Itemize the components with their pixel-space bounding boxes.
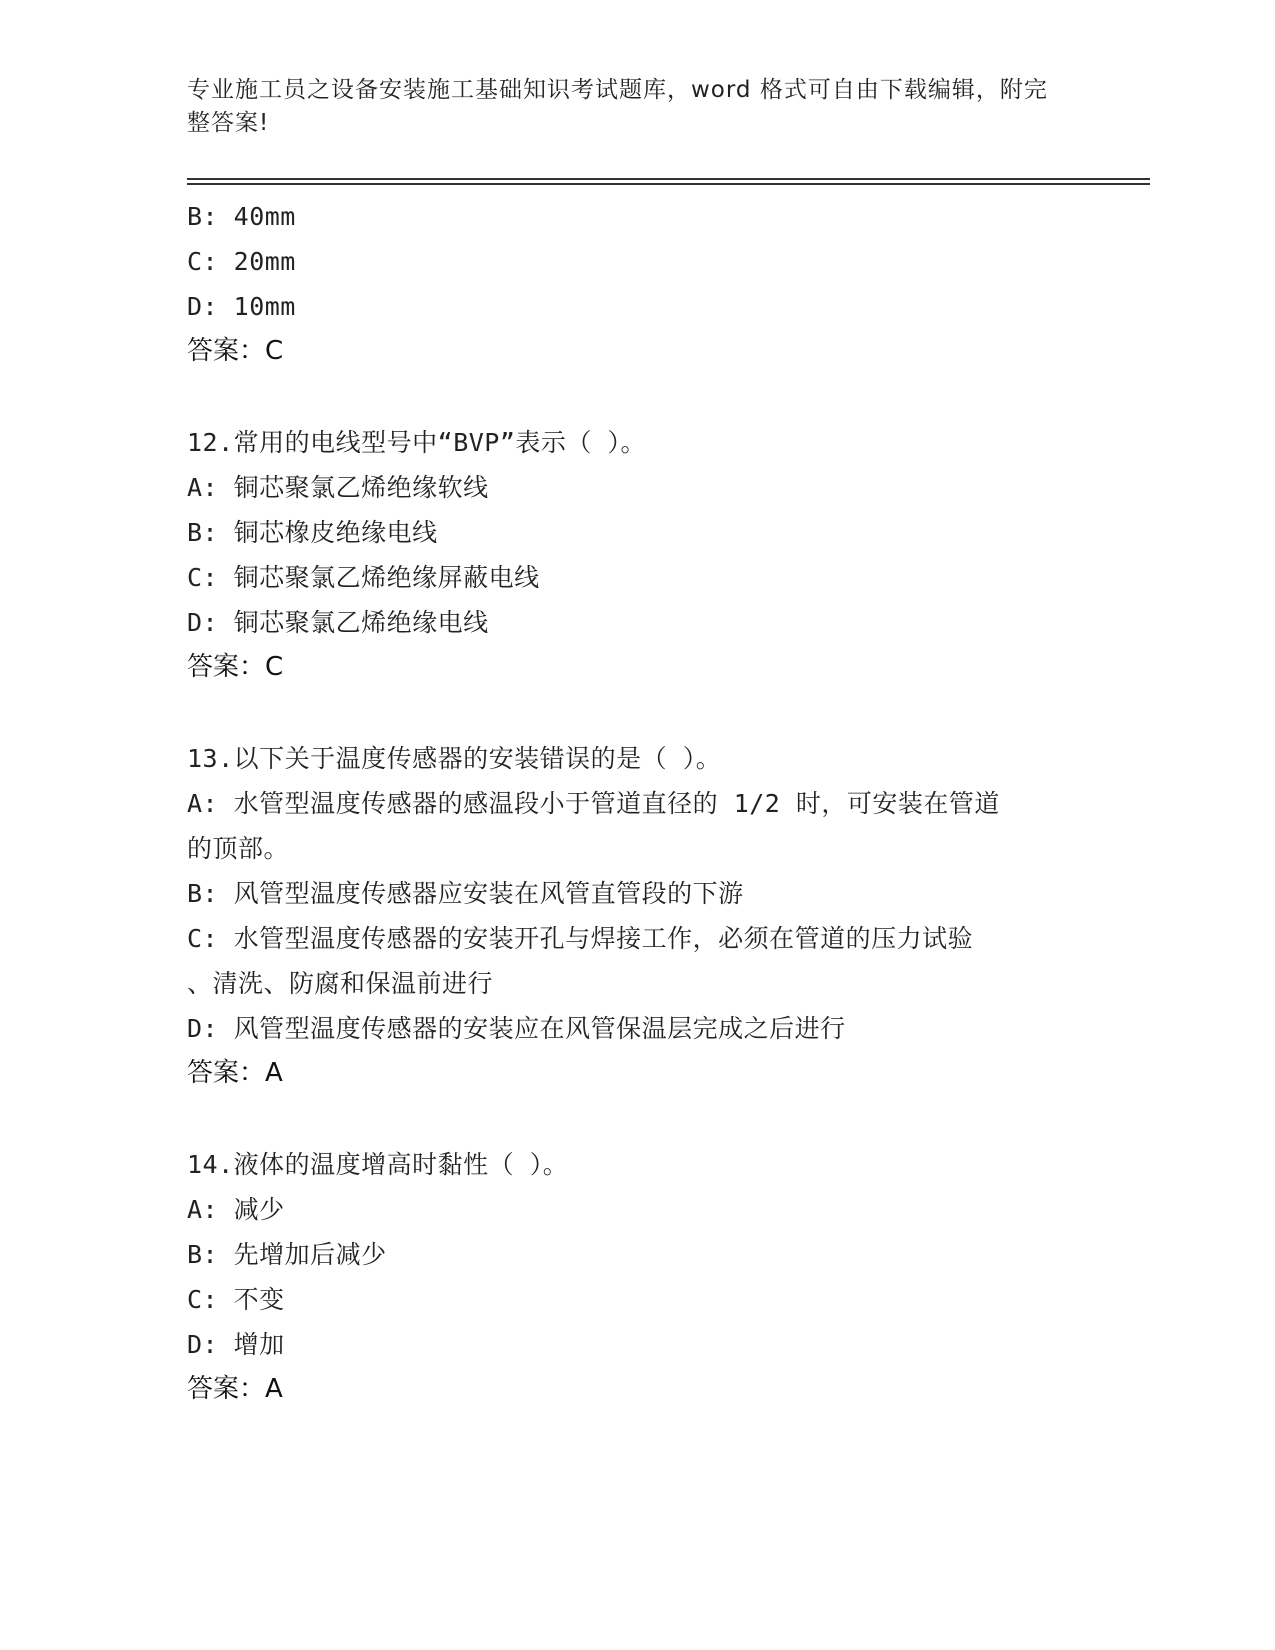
option-a-continued: 的顶部。 [187, 834, 290, 863]
option-c-continued: 、清洗、防腐和保温前进行 [187, 969, 494, 998]
option-b: B: 40mm [187, 202, 296, 231]
option-c: C: 铜芯聚氯乙烯绝缘屏蔽电线 [187, 563, 540, 592]
header-divider-top [187, 178, 1150, 180]
option-a: A: 水管型温度传感器的感温段小于管道直径的 1/2 时，可安装在管道 [187, 789, 1000, 818]
answer: 答案：C [187, 652, 284, 682]
document-header [187, 74, 1067, 140]
option-d: D: 增加 [187, 1330, 285, 1359]
option-d: D: 铜芯聚氯乙烯绝缘电线 [187, 608, 489, 637]
answer: 答案：A [187, 1058, 283, 1088]
option-c: C: 不变 [187, 1285, 285, 1314]
question-stem: 14.液体的温度增高时黏性（ ）。 [187, 1150, 569, 1179]
option-d: D: 风管型温度传感器的安装应在风管保温层完成之后进行 [187, 1014, 846, 1043]
option-b: B: 先增加后减少 [187, 1240, 387, 1269]
spacer [187, 374, 1087, 420]
header-line-1: 专业施工员之设备安装施工基础知识考试题库，word 格式可自由下载编辑，附完 [187, 77, 1048, 103]
answer: 答案：C [187, 336, 284, 366]
question-13 [187, 736, 1087, 1096]
question-list [187, 194, 1087, 1412]
header-divider-bottom [187, 183, 1150, 185]
question-14 [187, 1142, 1087, 1412]
option-c: C: 20mm [187, 247, 296, 276]
option-a: A: 铜芯聚氯乙烯绝缘软线 [187, 473, 489, 502]
spacer [187, 690, 1087, 736]
option-b: B: 铜芯橡皮绝缘电线 [187, 518, 438, 547]
option-d: D: 10mm [187, 292, 296, 321]
option-b: B: 风管型温度传感器应安装在风管直管段的下游 [187, 879, 744, 908]
question-stem: 13.以下关于温度传感器的安装错误的是（ ）。 [187, 744, 722, 773]
answer: 答案：A [187, 1374, 283, 1404]
question-stem: 12.常用的电线型号中“BVP”表示（ ）。 [187, 428, 646, 457]
option-c: C: 水管型温度传感器的安装开孔与焊接工作，必须在管道的压力试验 [187, 924, 974, 953]
option-a: A: 减少 [187, 1195, 285, 1224]
question-11-continuation [187, 194, 1087, 374]
header-line-2: 整答案! [187, 110, 270, 136]
question-12 [187, 420, 1087, 690]
spacer [187, 1096, 1087, 1142]
